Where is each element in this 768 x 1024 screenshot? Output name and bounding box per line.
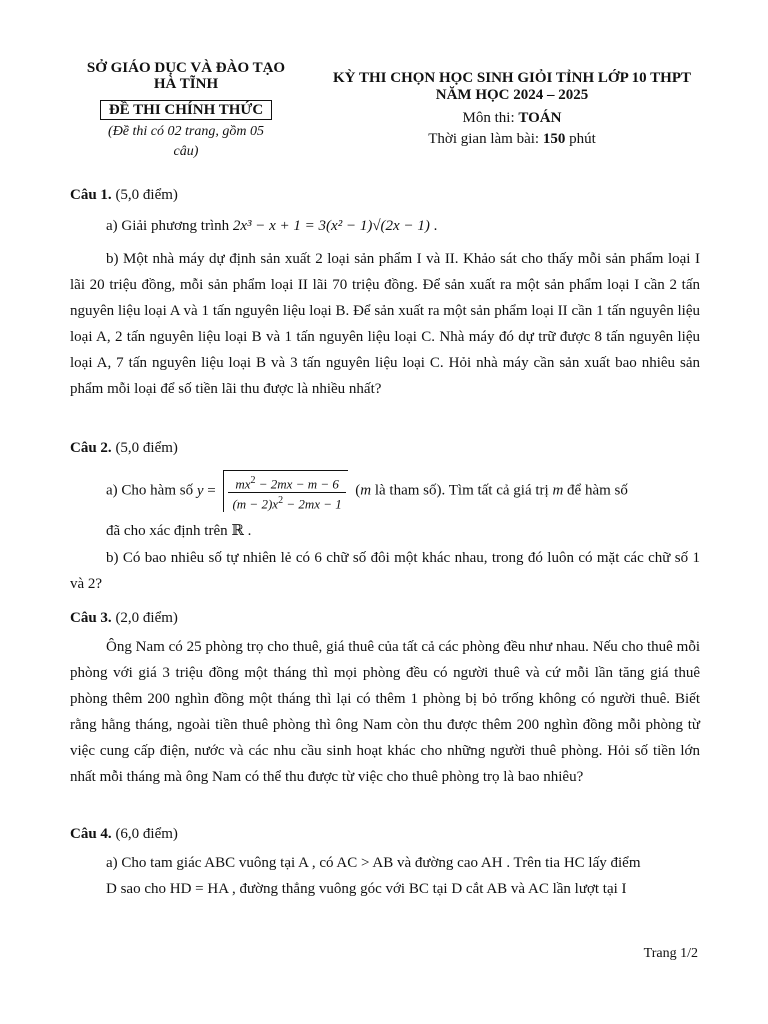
- q2-part-b: b) Có bao nhiêu số tự nhiên lẻ có 6 chữ số đôi một khác nhau, trong đó luôn có mặt các chữ số 1 và 2?: [70, 550, 700, 592]
- q1-a-equation: 2x³ − x + 1 = 3(x² − 1)√(2x − 1) .: [232, 218, 438, 234]
- q4-label: Câu 4.: [70, 826, 112, 842]
- q2-a-line2: đã cho xác định trên ℝ .: [106, 523, 252, 539]
- time-line: [312, 129, 712, 150]
- q1-part-b: b) Một nhà máy dự định sản xuất 2 loại sản phẩm I và II. Khảo sát cho thấy mỗi sản phẩm loại I lãi 20 triệu đồng, mỗi sản phẩm loại II lãi 70 triệu đồng. Để sản xuất ra một sản phẩm loại I cần 2 tấn nguyên liệu loại A và 1 tấn nguyên liệu loại B. Để sản xuất ra một sản phẩm loại II cần 1 tấn nguyên liệu loại A, 2 tấn nguyên liệu loại B và 1 tấn nguyên liệu loại C. Nhà máy đó dự trữ được 8 tấn nguyên liệu loại A, 7 tấn nguyên liệu loại B và 3 tấn nguyên liệu loại C. Hỏi nhà máy cần sản xuất bao nhiêu sản phẩm mỗi loại để số tiền lãi thu được là nhiều nhất?: [70, 251, 700, 397]
- q2-a-end: để hàm số: [563, 482, 628, 499]
- q4-points: (6,0 điểm): [111, 826, 178, 842]
- q1-heading: [70, 187, 178, 204]
- subject-line: [312, 108, 712, 129]
- q1-a-equation-text: 2x³ − x + 1 = 3(x² − 1)√(2x − 1): [232, 218, 430, 234]
- q2-heading: [70, 440, 178, 457]
- q3-label: Câu 3.: [70, 610, 112, 626]
- q2-a-prefix: a) Cho hàm số: [106, 482, 197, 499]
- page-note: [70, 122, 302, 162]
- official-label: ĐỀ THI CHÍNH THỨC: [100, 100, 272, 120]
- issuer-block: [70, 60, 302, 162]
- org-line-2: HÀ TĨNH: [153, 76, 219, 92]
- subject-name: TOÁN: [518, 110, 562, 126]
- time-suffix: phút: [565, 131, 596, 147]
- q2-part-a: a) Cho hàm số y = $\frac{mx^2 - 2mx - m - 6}{(m - 2)x^2 - 2mx - 1}$ (m là tham số). Tìm tất cả giá trị m để hàm số: [106, 470, 700, 512]
- q2-label: Câu 2.: [70, 440, 112, 456]
- time-value: 150: [542, 131, 566, 147]
- q1-a-prefix: a) Giải phương trình: [106, 218, 233, 234]
- q4-a-line2: D sao cho HD = HA , đường thẳng vuông góc với BC tại D cắt AB và AC lần lượt tại I: [106, 881, 627, 897]
- q2-points: (5,0 điểm): [111, 440, 178, 456]
- page-note-line-2: câu): [173, 144, 199, 159]
- time-prefix: Thời gian làm bài:: [428, 131, 543, 147]
- q4-a-line1: a) Cho tam giác ABC vuông tại A , có AC > AB và đường cao AH . Trên tia HC lấy điểm: [106, 855, 641, 871]
- q2-fraction: $\frac{mx^2 - 2mx - m - 6}{(m - 2)x^2 - 2mx - 1}$: [228, 473, 345, 513]
- page-number: Trang 1/2: [643, 946, 698, 961]
- q2-a-mid: là tham số). Tìm tất cả giá trị: [371, 482, 553, 499]
- org-line-1: SỞ GIÁO DỤC VÀ ĐÀO TẠO: [86, 60, 286, 76]
- q2-function: y = $\frac{mx^2 - 2mx - m - 6}{(m - 2)x^2 - 2mx - 1}$: [197, 483, 352, 499]
- q1-label: Câu 1.: [70, 187, 112, 203]
- q1-part-a: [106, 213, 700, 239]
- page-note-line-1: (Đề thi có 02 trang, gồm 05: [108, 124, 264, 139]
- exam-block: [312, 70, 712, 150]
- exam-title-line-1: KỲ THI CHỌN HỌC SINH GIỎI TỈNH LỚP 10 THPT: [333, 70, 691, 86]
- q2-sqrt: [223, 470, 347, 512]
- exam-title-line-2: NĂM HỌC 2024 – 2025: [435, 87, 589, 103]
- subject-prefix: Môn thi:: [462, 110, 519, 126]
- q1-points: (5,0 điểm): [111, 187, 178, 203]
- q3-heading: [70, 610, 178, 627]
- q4-heading: [70, 826, 178, 843]
- q3-points: (2,0 điểm): [111, 610, 178, 626]
- q3-text: Ông Nam có 25 phòng trọ cho thuê, giá thuê của tất cả các phòng đều như nhau. Nếu cho thuê mỗi phòng với giá 3 triệu đồng một tháng thì mọi phòng đều có người thuê và cứ mỗi lần tăng giá thuê phòng thêm 200 nghìn đồng một tháng thì lại có thêm 1 phòng bị bỏ trống không có người thuê. Biết rằng hằng tháng, ngoài tiền thuê phòng thì ông Nam còn thu được thêm 200 nghìn đồng mỗi phòng từ việc cung cấp điện, nước và các nhu cầu sinh hoạt khác cho những người thuê phòng. Hỏi số tiền lớn nhất mỗi tháng mà ông Nam có thể thu được từ việc cho thuê phòng trọ là bao nhiêu?: [70, 639, 700, 785]
